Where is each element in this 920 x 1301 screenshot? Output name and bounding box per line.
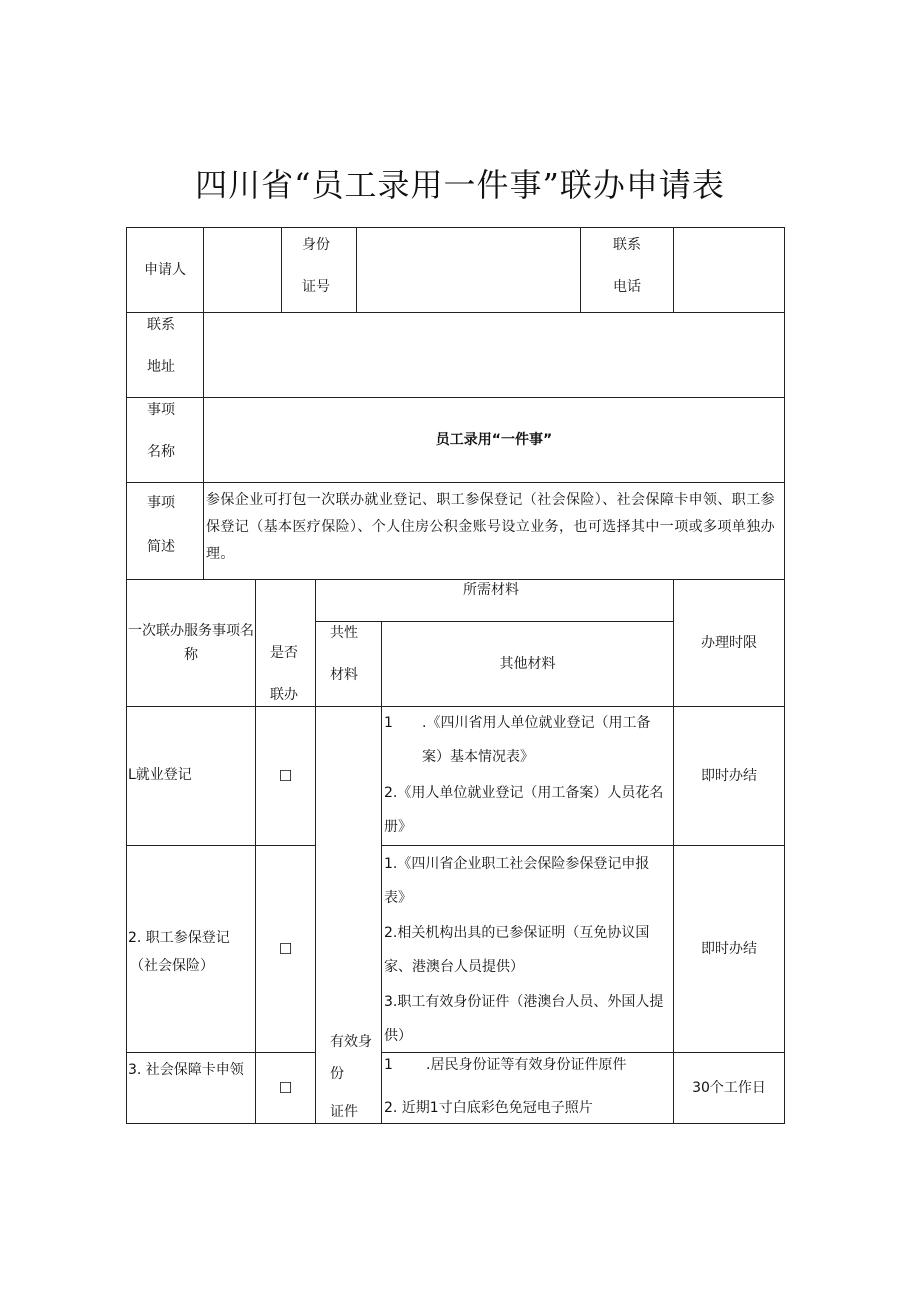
- joint-header: [255, 579, 316, 707]
- joint-header-line1: 是否: [270, 645, 298, 661]
- service-name: L就业登记: [128, 767, 192, 783]
- service-name: 3. 社会保障卡申领: [128, 1062, 244, 1078]
- material-item: 1.《四川省企业职工社会保险参保登记申报表》: [384, 856, 650, 906]
- item-desc-label-line2: 简述: [147, 539, 175, 555]
- joint-checkbox-2[interactable]: [255, 845, 316, 1053]
- common-materials-header: [315, 621, 382, 707]
- address-label-line1: 联系: [147, 317, 175, 333]
- common-material-line3: 证件: [330, 1104, 358, 1120]
- common-material-line2: 份: [330, 1066, 344, 1082]
- item-name-label-line2: 名称: [147, 444, 175, 460]
- item-desc-label: [126, 482, 204, 580]
- checkbox-icon: ☐: [278, 767, 293, 785]
- material-item: 2. 近期1寸白底彩色免冠电子照片: [384, 1100, 593, 1116]
- common-material-line1: 有效身: [330, 1034, 372, 1050]
- table-row-card-time: [673, 1052, 785, 1124]
- table-row-insurance-time: [673, 845, 785, 1053]
- item-desc-value-cell: [203, 482, 785, 580]
- table-row-employment-time: [673, 706, 785, 846]
- time-limit-header: [673, 579, 785, 707]
- service-name-line2: （社会保险）: [130, 958, 214, 974]
- item-desc-label-line1: 事项: [147, 495, 175, 511]
- time-limit-value: 即时办结: [701, 941, 757, 957]
- material-num: 1: [384, 1057, 393, 1073]
- address-field[interactable]: [203, 312, 785, 398]
- other-materials-header: [381, 621, 674, 707]
- material-item: .居民身份证等有效身份证件原件: [426, 1057, 627, 1073]
- materials-header: [315, 579, 674, 622]
- item-name-value: 员工录用“一件事”: [435, 432, 553, 448]
- table-row-card-name: [126, 1052, 256, 1124]
- id-number-field[interactable]: [356, 227, 581, 313]
- checkbox-icon: ☐: [278, 940, 293, 958]
- time-limit-value: 即时办结: [701, 768, 757, 784]
- joint-checkbox-1[interactable]: [255, 706, 316, 846]
- table-row-card-materials: [381, 1052, 674, 1124]
- phone-field[interactable]: [673, 227, 785, 313]
- item-name-value-cell: [203, 397, 785, 483]
- common-materials-line1: 共性: [330, 625, 358, 641]
- service-name-header: [126, 579, 256, 707]
- phone-label-line2: 电话: [613, 279, 641, 295]
- item-desc-value: 参保企业可打包一次联办就业登记、职工参保登记（社会保险）、社会保障卡申领、职工参保登记（基本医疗保险）、个人住房公积金账号设立业务，也可选择其中一项或多项单独办理。: [206, 492, 775, 562]
- item-name-label: [126, 397, 204, 483]
- table-row-employment-name: [126, 706, 256, 846]
- applicant-name-field[interactable]: [203, 227, 282, 313]
- common-material-cell: [315, 706, 382, 1124]
- material-item: 2.相关机构出具的已参保证明（互免协议国家、港澳台人员提供）: [384, 925, 650, 975]
- checkbox-icon: ☐: [278, 1079, 293, 1097]
- id-number-label-line2: 证号: [302, 279, 330, 295]
- material-num: 1: [384, 715, 393, 731]
- address-label-line2: 地址: [147, 359, 175, 375]
- item-name-label-line1: 事项: [147, 402, 175, 418]
- material-item: 2.《用人单位就业登记（用工备案）人员花名册》: [384, 785, 664, 835]
- time-limit-value: 30个工作日: [692, 1080, 766, 1096]
- phone-label-line1: 联系: [613, 237, 641, 253]
- id-number-label: [281, 227, 357, 313]
- material-item: .《四川省用人单位就业登记（用工备案）基本情况表》: [422, 715, 651, 765]
- time-limit-header-text: 办理时限: [701, 635, 757, 651]
- table-row-insurance-materials: [381, 845, 674, 1053]
- common-materials-line2: 材料: [330, 667, 358, 683]
- material-item: 3.职工有效身份证件（港澳台人员、外国人提供）: [384, 994, 664, 1044]
- joint-header-line2: 联办: [270, 687, 298, 703]
- address-label: [126, 312, 204, 398]
- page-title: 四川省“员工录用一件事”联办申请表: [195, 166, 725, 204]
- phone-label: [580, 227, 674, 313]
- id-number-label-line1: 身份: [302, 237, 330, 253]
- applicant-label-text: 申请人: [144, 262, 186, 278]
- service-name-header-text: 一次联办服务事项名称: [128, 623, 254, 663]
- joint-checkbox-3[interactable]: [255, 1052, 316, 1124]
- table-row-insurance-name: [126, 845, 256, 1053]
- applicant-label: [126, 227, 204, 313]
- service-name-line1: 2. 职工参保登记: [128, 930, 230, 946]
- materials-header-text: 所需材料: [463, 582, 519, 598]
- table-row-employment-materials: [381, 706, 674, 846]
- other-materials-header-text: 其他材料: [499, 656, 556, 672]
